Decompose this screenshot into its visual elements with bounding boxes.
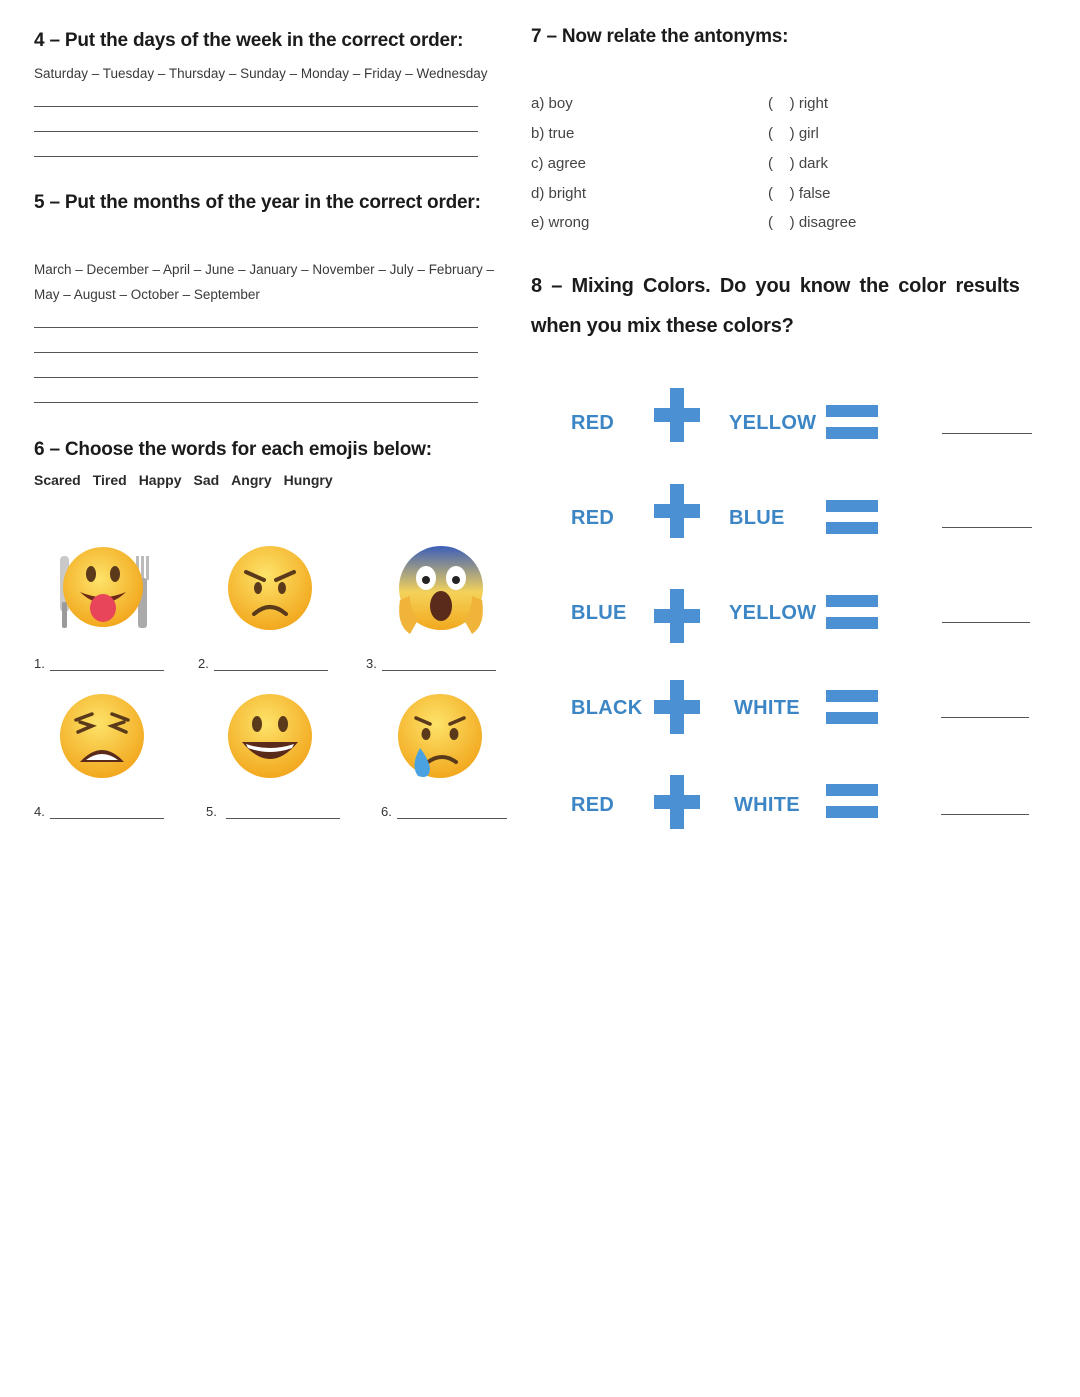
antonym-left-b: b) true xyxy=(531,125,575,142)
answer-line[interactable] xyxy=(34,327,478,328)
word-scared: Scared xyxy=(34,472,81,488)
scared-face-icon xyxy=(396,540,486,638)
plus-icon xyxy=(654,680,700,734)
antonym-right-1[interactable]: ( ) right xyxy=(768,95,829,112)
emoji-number-4: 4. xyxy=(34,804,45,819)
word-tired: Tired xyxy=(92,472,127,488)
plus-icon xyxy=(654,388,700,442)
section-8-title-line-2: when you mix these colors? xyxy=(531,315,794,337)
answer-line[interactable] xyxy=(34,131,478,132)
antonym-left-e: e) wrong xyxy=(531,214,590,231)
answer-line[interactable] xyxy=(34,377,478,378)
color-a-4: BLACK xyxy=(571,697,643,719)
emoji-number-6: 6. xyxy=(381,804,392,819)
section-6-title: 6 – Choose the words for each emojis below: xyxy=(34,439,432,460)
color-a-2: RED xyxy=(571,507,615,529)
color-result-line-2[interactable] xyxy=(942,527,1032,528)
section-7-title: 7 – Now relate the antonyms: xyxy=(531,26,789,47)
color-b-4: WHITE xyxy=(734,697,800,719)
section-5-title: 5 – Put the months of the year in the correct order: xyxy=(34,192,481,213)
angry-face-icon xyxy=(226,542,314,634)
color-a-3: BLUE xyxy=(571,602,627,624)
equals-icon xyxy=(826,690,878,726)
word-hungry: Hungry xyxy=(283,472,333,488)
months-list-line-1: March – December – April – June – January – November – July – February – xyxy=(34,262,494,277)
color-b-3: YELLOW xyxy=(729,602,817,624)
antonym-left-a: a) boy xyxy=(531,95,573,112)
color-b-5: WHITE xyxy=(734,794,800,816)
color-result-line-5[interactable] xyxy=(941,814,1029,815)
hungry-face-icon xyxy=(56,542,150,636)
plus-icon xyxy=(654,775,700,829)
equals-icon xyxy=(826,405,878,441)
answer-line[interactable] xyxy=(34,352,478,353)
equals-icon xyxy=(826,500,878,536)
antonym-right-4[interactable]: ( ) false xyxy=(768,185,831,202)
emoji-number-3: 3. xyxy=(366,656,377,671)
antonym-left-c: c) agree xyxy=(531,155,587,172)
emoji-answer-line-2[interactable] xyxy=(214,670,328,671)
color-b-2: BLUE xyxy=(729,507,785,529)
color-result-line-3[interactable] xyxy=(942,622,1030,623)
antonym-right-5[interactable]: ( ) disagree xyxy=(768,214,857,231)
section-8-title-line-1: 8 – Mixing Colors. Do you know the color results xyxy=(531,275,1020,297)
emoji-answer-line-1[interactable] xyxy=(50,670,164,671)
equals-icon xyxy=(826,784,878,820)
emoji-number-2: 2. xyxy=(198,656,209,671)
word-happy: Happy xyxy=(138,472,182,488)
happy-face-icon xyxy=(226,690,314,782)
section-4-title: 4 – Put the days of the week in the correct order: xyxy=(34,30,464,51)
emoji-answer-line-5[interactable] xyxy=(226,818,340,819)
emoji-answer-line-3[interactable] xyxy=(382,670,496,671)
antonym-right-2[interactable]: ( ) girl xyxy=(768,125,819,142)
word-bank xyxy=(34,472,345,490)
plus-icon xyxy=(654,589,700,643)
word-angry: Angry xyxy=(231,472,272,488)
sad-face-icon xyxy=(396,690,484,784)
equals-icon xyxy=(826,595,878,631)
antonym-left-d: d) bright xyxy=(531,185,587,202)
answer-line[interactable] xyxy=(34,156,478,157)
color-b-1: YELLOW xyxy=(729,412,817,434)
days-list: Saturday – Tuesday – Thursday – Sunday – Monday – Friday – Wednesday xyxy=(34,66,488,81)
months-list-line-2: May – August – October – September xyxy=(34,287,260,302)
emoji-answer-line-6[interactable] xyxy=(397,818,507,819)
tired-face-icon xyxy=(58,690,146,782)
emoji-answer-line-4[interactable] xyxy=(50,818,164,819)
emoji-number-5: 5. xyxy=(206,804,217,819)
answer-line[interactable] xyxy=(34,402,478,403)
color-a-5: RED xyxy=(571,794,615,816)
color-a-1: RED xyxy=(571,412,615,434)
word-sad: Sad xyxy=(193,472,220,488)
answer-line[interactable] xyxy=(34,106,478,107)
antonym-right-3[interactable]: ( ) dark xyxy=(768,155,829,172)
emoji-number-1: 1. xyxy=(34,656,45,671)
plus-icon xyxy=(654,484,700,538)
color-result-line-1[interactable] xyxy=(942,433,1032,434)
color-result-line-4[interactable] xyxy=(941,717,1029,718)
